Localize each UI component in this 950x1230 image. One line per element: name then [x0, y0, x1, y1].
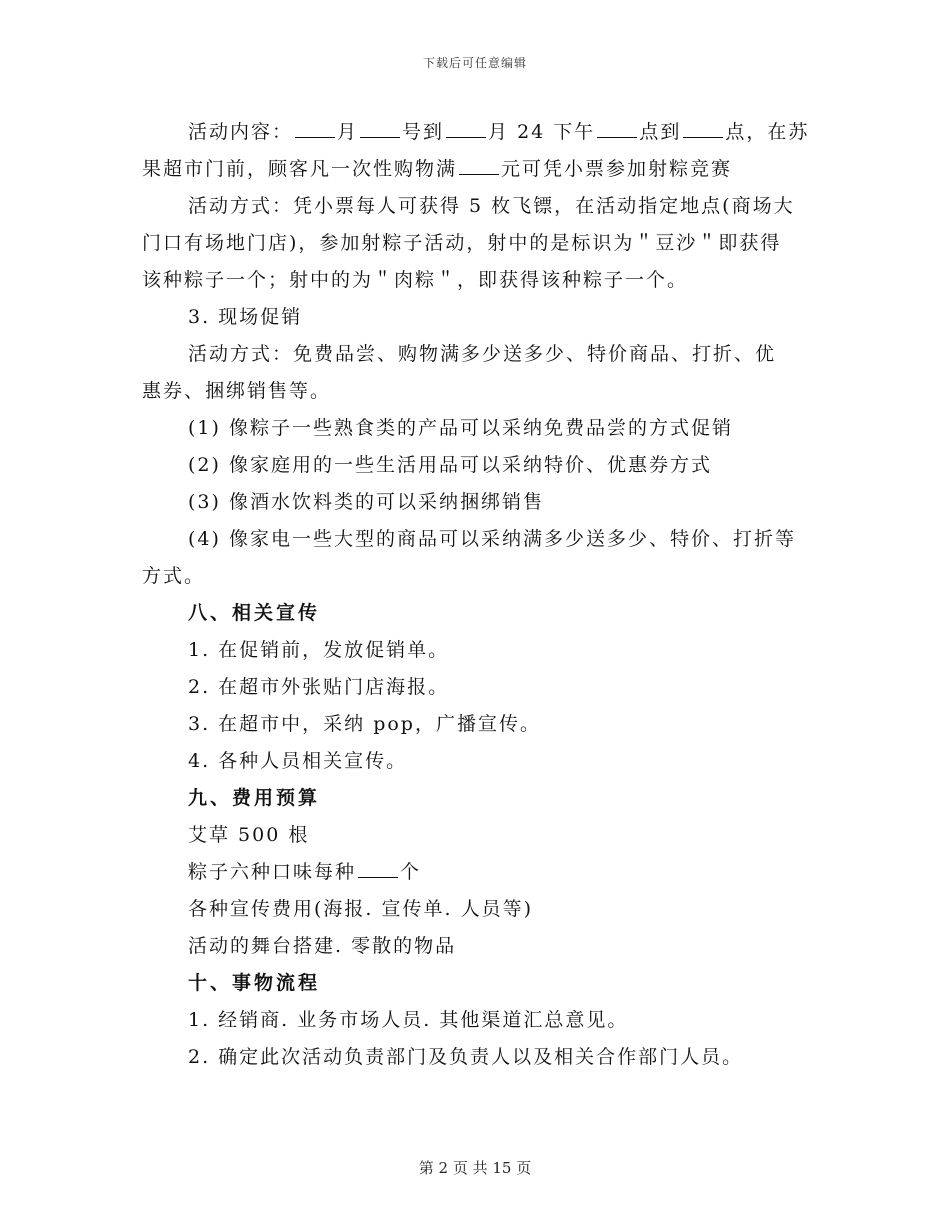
text-segment: 个: [400, 861, 422, 883]
text-segment: 果超市门前，顾客凡一次性购物满: [142, 158, 458, 180]
promo-item: (3) 像酒水饮料类的可以采纳捆绑销售: [188, 491, 544, 513]
budget-item: [142, 854, 806, 891]
blank-field: [360, 119, 400, 138]
activity-method-line-2: 门口有场地门店)，参加射粽子活动，射中的是标识为＂豆沙＂即获得: [142, 232, 782, 254]
page-header: 下载后可任意编辑: [422, 56, 527, 70]
promo-item: (2) 像家庭用的一些生活用品可以采纳特价、优惠券方式: [188, 454, 712, 476]
promo-item: (1) 像粽子一些熟食类的产品可以采纳免费品尝的方式促销: [188, 417, 733, 439]
list-item: 1. 经销商. 业务市场人员. 其他渠道汇总意见。: [188, 1009, 629, 1031]
section-10-heading: 十、事物流程: [188, 972, 321, 994]
blank-field: [295, 119, 335, 138]
list-item: 1. 在促销前，发放促销单。: [188, 639, 450, 661]
activity-method-line-3: 该种粽子一个；射中的为＂肉粽＂，即获得该种粽子一个。: [142, 269, 689, 291]
text-segment: 元可凭小票参加射粽竞赛: [501, 158, 733, 180]
section-8-heading: 八、相关宣传: [188, 602, 321, 624]
budget-item: 艾草 500 根: [188, 824, 310, 846]
promo-item: (4) 像家电一些大型的商品可以采纳满多少送多少、特价、打折等: [188, 528, 796, 550]
blank-field: [683, 119, 723, 138]
document-body: [142, 114, 810, 1076]
activity-content-line-1: [142, 114, 810, 151]
budget-item: 各种宣传费用(海报. 宣传单. 人员等): [188, 898, 533, 920]
text-segment: 点，在苏: [725, 121, 810, 143]
list-item: 2. 确定此次活动负责部门及负责人以及相关合作部门人员。: [188, 1046, 744, 1068]
activity-method-line-1: 活动方式：凭小票每人可获得 5 枚飞镖，在活动指定地点(商场大: [188, 195, 795, 217]
onsite-method-line-1: 活动方式：免费品尝、购物满多少送多少、特价商品、打折、优: [188, 343, 777, 365]
text-segment: 月: [337, 121, 359, 143]
list-item: 4. 各种人员相关宣传。: [188, 750, 408, 772]
activity-content-label: 活动内容：: [188, 121, 294, 143]
promo-item-continuation: 方式。: [142, 565, 206, 587]
list-item: 2. 在超市外张贴门店海报。: [188, 676, 450, 698]
text-segment: 粽子六种口味每种: [188, 861, 357, 883]
section-9-heading: 九、费用预算: [188, 787, 321, 809]
blank-field: [446, 119, 486, 138]
page-footer: 第 2 页 共 15 页: [418, 1159, 532, 1177]
text-segment: 点到: [639, 121, 682, 143]
activity-content-line-2: [142, 151, 806, 188]
budget-item: 活动的舞台搭建. 零散的物品: [188, 935, 457, 957]
text-segment: 号到: [402, 121, 445, 143]
list-item: 3. 在超市中，采纳 pop，广播宣传。: [188, 713, 541, 735]
blank-field: [459, 156, 499, 175]
onsite-method-line-2: 惠券、捆绑销售等。: [142, 380, 332, 402]
text-segment: 月 24 下午: [488, 121, 596, 143]
blank-field: [597, 119, 637, 138]
onsite-promo-title: 3. 现场促销: [188, 306, 303, 328]
blank-field: [358, 859, 398, 878]
